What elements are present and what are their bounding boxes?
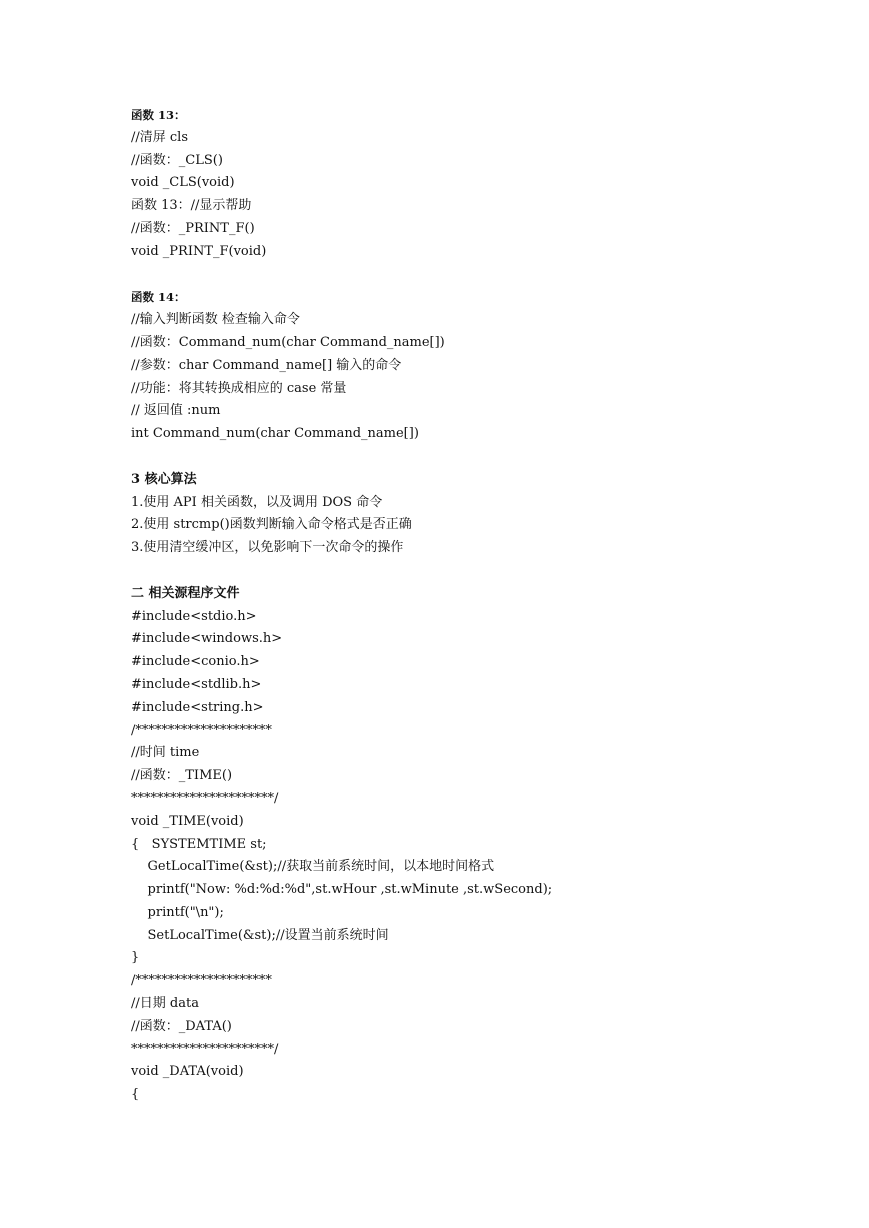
document-page: [131, 104, 831, 1107]
text-line: //函数：_DATA(): [131, 1018, 232, 1034]
text-line: #include<stdio.h>: [131, 608, 257, 624]
text-line: int Command_num(char Command_name[]): [131, 426, 419, 442]
text-line: /*********************: [131, 722, 272, 738]
blank-line: [131, 264, 831, 287]
blank-line: [131, 446, 831, 469]
text-line: **********************/: [131, 1041, 279, 1057]
text-line: void _PRINT_F(void): [131, 243, 267, 259]
text-line: //时间 time: [131, 745, 200, 761]
text-line: 1.使用 API 相关函数，以及调用 DOS 命令: [131, 494, 383, 510]
section-heading: 函数 13：: [131, 108, 186, 122]
text-line: /*********************: [131, 973, 272, 989]
section-heading: 函数 14：: [131, 290, 186, 305]
text-line: **********************/: [131, 790, 279, 806]
text-line: // 返回值 :num: [131, 403, 221, 419]
text-line: #include<string.h>: [131, 699, 264, 715]
text-line: //清屏 cls: [131, 129, 189, 145]
text-line: void _CLS(void): [131, 175, 235, 191]
text-line: SetLocalTime(&st);//设置当前系统时间: [131, 927, 389, 943]
text-line: //参数：char Command_name[] 输入的命令: [131, 357, 402, 373]
text-line: }: [131, 950, 140, 966]
text-line: printf("\n");: [131, 904, 224, 920]
text-line: GetLocalTime(&st);//获取当前系统时间，以本地时间格式: [131, 859, 495, 875]
text-line: //日期 data: [131, 996, 199, 1012]
text-line: //函数：_CLS(): [131, 152, 223, 168]
text-line: {: [131, 1087, 140, 1103]
text-line: //输入判断函数 检查输入命令: [131, 312, 300, 328]
blank-line: [131, 560, 831, 583]
text-line: void _TIME(void): [131, 813, 244, 829]
text-line: #include<windows.h>: [131, 631, 283, 647]
text-line: void _DATA(void): [131, 1064, 244, 1080]
text-line: //函数：_TIME(): [131, 768, 233, 784]
text-line: #include<stdlib.h>: [131, 676, 262, 692]
text-line: { SYSTEMTIME st;: [131, 836, 267, 852]
section-heading: 二 相关源程序文件: [131, 585, 240, 601]
text-line: 2.使用 strcmp()函数判断输入命令格式是否正确: [131, 517, 412, 533]
text-line: //功能：将其转换成相应的 case 常量: [131, 380, 347, 396]
text-line: //函数：Command_num(char Command_name[]): [131, 334, 445, 350]
text-line: 函数 13：//显示帮助: [131, 198, 252, 214]
text-line: #include<conio.h>: [131, 654, 260, 670]
text-line: //函数：_PRINT_F(): [131, 220, 255, 236]
section-heading: 3 核心算法: [131, 471, 197, 487]
text-line: printf("Now: %d:%d:%d",st.wHour ,st.wMinute ,st.wSecond);: [131, 882, 553, 898]
text-line: 3.使用清空缓冲区，以免影响下一次命令的操作: [131, 540, 404, 556]
